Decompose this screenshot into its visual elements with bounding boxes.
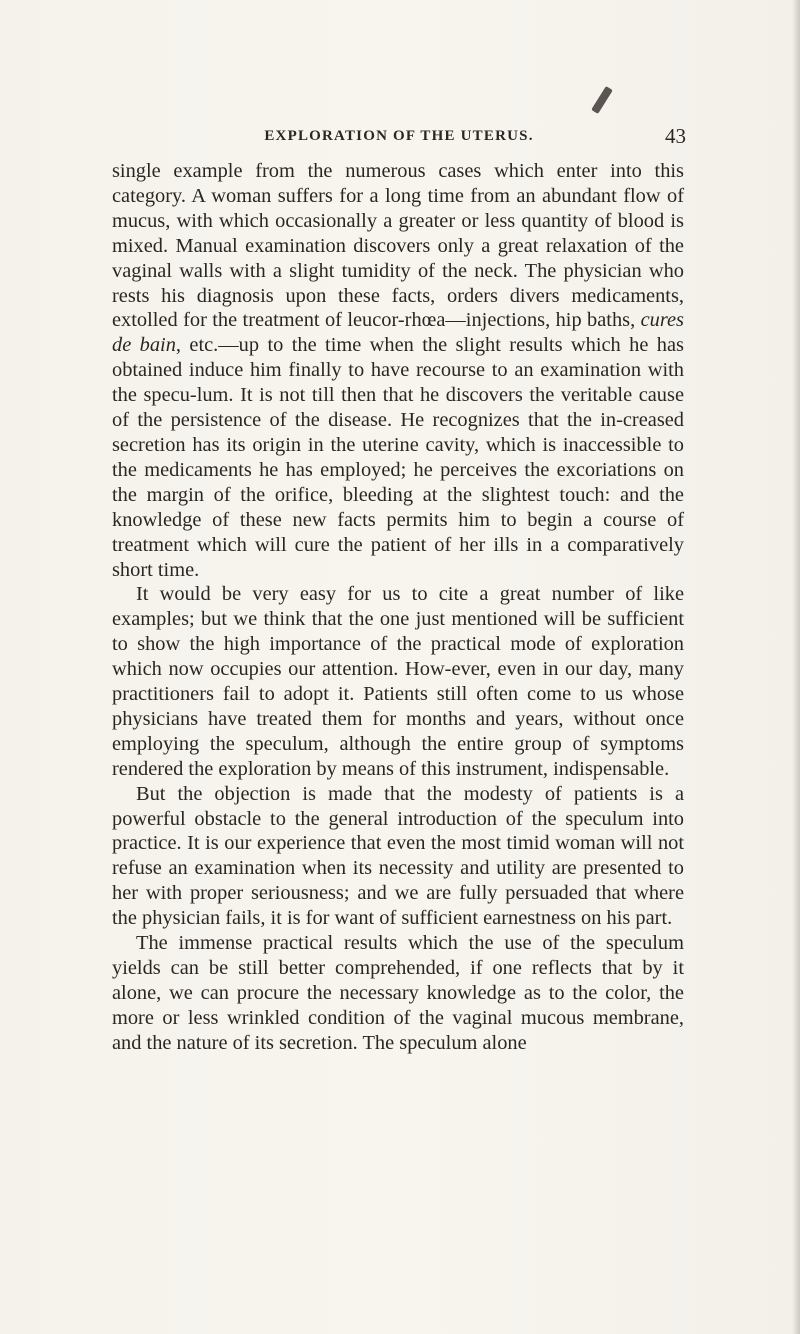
- page-number: 43: [665, 124, 686, 148]
- paragraph-1-italic: cures de bain: [112, 309, 684, 357]
- paragraph-2: It would be very easy for us to cite a great number of like examples; but we think that the one just mentioned will be sufficient to show the high importance of the practical mode of exploration which now occupies our attention. How-ever, even in our day, many practitioners fail to adopt it. Patients still often come to us whose physicians have treated them for months and years, without once employing the speculum, although the entire group of symptoms rendered the exploration by means of this instrument, indispensable.: [112, 583, 684, 780]
- body-text: [112, 159, 684, 1056]
- paragraph-1-text-a: single example from the numerous cases which enter into this category. A woman suffers for a long time from an abundant flow of mucus, with which occasionally a greater or less quantity of blood is mixed. Manual examination discovers only a great relaxation of the vaginal walls with a slight tumidity of the neck. The physician who rests his diagnosis upon these facts, orders divers medicaments, extolled for the treatment of leucor-rhœa—injections, hip baths,: [112, 160, 684, 332]
- paragraph-3: But the objection is made that the modesty of patients is a powerful obstacle to the general introduction of the speculum into practice. It is our experience that even the most timid woman will not refuse an examination when its necessity and utility are presented to her with proper seriousness; and we are fully persuaded that where the physician fails, it is for want of sufficient earnestness on his part.: [112, 782, 684, 930]
- paragraph-1: [112, 159, 684, 582]
- paragraph-4: The immense practical results which the use of the speculum yields can be still better comprehended, if one reflects that by it alone, we can procure the necessary knowledge as to the color, the more or less wrinkled condition of the vaginal mucous membrane, and the nature of its secretion. The speculum alone: [112, 932, 684, 1054]
- running-head: EXPLORATION OF THE UTERUS.: [264, 128, 534, 144]
- page-edge-shadow: [792, 0, 800, 1334]
- ink-mark: [591, 86, 613, 114]
- paragraph-1-text-b: , etc.—up to the time when the slight results which he has obtained induce him finally to have recourse to an examination with the specu-lum. It is not till then that he discovers the veritable cause of the persistence of the disease. He recognizes that the in-creased secretion has its origin in the uterine cavity, which is inaccessible to the medicaments he has employed; he perceives the excoriations on the margin of the orifice, bleeding at the slightest touch: and the knowledge of these new facts permits him to begin a course of treatment which will cure the patient of her ills in a comparatively short time.: [112, 334, 684, 581]
- page-header: [112, 124, 686, 156]
